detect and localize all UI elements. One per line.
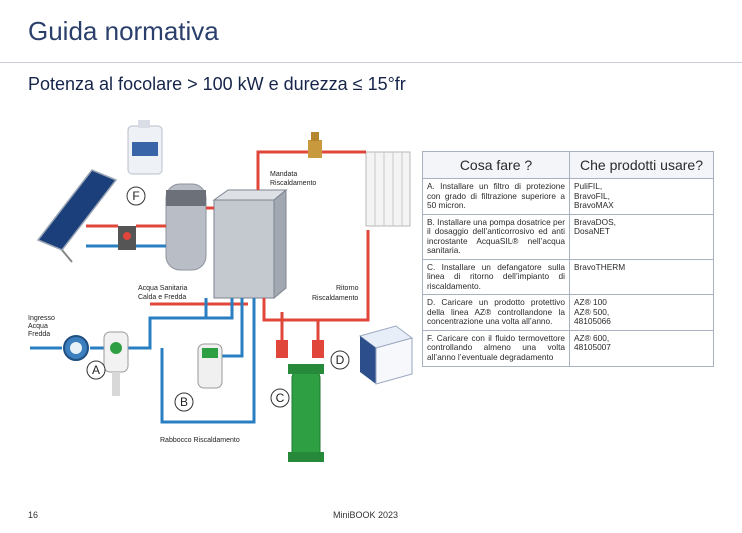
label-ingresso-3: Fredda [28, 331, 51, 338]
radiator-icon [366, 152, 410, 226]
marker-c [271, 389, 289, 407]
page-title: Guida normativa [28, 16, 219, 46]
product-item: DosaNET [574, 226, 610, 237]
label-mandata-1: Mandata [270, 171, 298, 178]
action-cell: C. Installare un defangatore sulla linea di ritorno dell’impianto di riscaldamento. [423, 259, 570, 295]
marker-d-label: D [335, 353, 345, 367]
marker-b-label: B [179, 395, 189, 409]
action-cell: A. Installare un filtro di protezione con grado di filtrazione superiore a 50 micron. [423, 179, 570, 215]
dosing-pump-icon [198, 344, 222, 388]
products-cell [570, 214, 714, 259]
header-prodotti: Che prodotti usare? [570, 152, 714, 179]
label-acqua-sanitaria-2: Calda e Fredda [138, 294, 187, 301]
return-valve-icon [276, 340, 324, 358]
product-item: AZ® 500, [574, 306, 610, 317]
table-row [423, 259, 714, 295]
action-cell: F. Caricare con il fluido termovettore controllando almeno una volta all’anno l’eventuale degradamento [423, 330, 570, 366]
plumbing-diagram [20, 112, 420, 482]
label-ingresso-2: Acqua [28, 323, 48, 330]
page-number: 16 [28, 510, 39, 520]
dirt-separator-icon [288, 364, 324, 462]
marker-a-label: A [91, 363, 101, 377]
products-cell [570, 330, 714, 366]
table-header-row [423, 152, 714, 179]
book-footer: MiniBOOK 2023 [333, 510, 399, 520]
action-cell: B. Installare una pompa dosatrice per il dosaggio dell’anticorrosivo ed anti incrostante AcquaSIL® nell’acqua sanitaria. [423, 214, 570, 259]
protection-filter-icon [104, 332, 128, 396]
marker-a [87, 361, 105, 379]
product-item: PuliFIL, [574, 181, 603, 191]
product-item: 48105007 [574, 342, 611, 353]
plumbing-diagram-svg [20, 112, 420, 482]
label-ritorno-1: Ritorno [336, 285, 359, 292]
canister-icon [128, 120, 162, 174]
product-item: BravoMAX [574, 200, 614, 211]
marker-c-label: C [275, 391, 285, 405]
guidance-table [422, 151, 714, 367]
marker-b [175, 393, 193, 411]
product-item: BravaDOS, [574, 216, 616, 227]
table-row [423, 295, 714, 331]
table-row [423, 214, 714, 259]
water-meter-icon [64, 336, 88, 360]
label-acqua-sanitaria-1: Acqua Sanitaria [138, 285, 188, 292]
table-row [423, 179, 714, 215]
az-product-box-icon [360, 326, 412, 384]
product-item: AZ® 100 [574, 297, 607, 308]
label-ritorno-2: Riscaldamento [312, 295, 359, 302]
marker-d [331, 351, 349, 369]
product-item: 48105066 [574, 316, 611, 327]
product-item: BravoFIL, [574, 190, 610, 201]
product-item: BravoTHERM [574, 261, 626, 272]
label-ingresso-1: Ingresso [28, 315, 55, 322]
boiler-unit-icon [214, 190, 286, 298]
title-divider [0, 62, 742, 63]
label-mandata-2: Riscaldamento [270, 180, 317, 187]
header-cosa-fare: Cosa fare ? [423, 152, 570, 179]
table-row [423, 330, 714, 366]
products-cell [570, 295, 714, 331]
products-cell [570, 259, 714, 295]
valve-icon [308, 132, 322, 158]
storage-tank-icon [166, 184, 206, 270]
page-subtitle: Potenza al focolare > 100 kW e durezza ≤ 15°fr [28, 74, 406, 94]
action-cell: D. Caricare un prodotto protettivo della linea AZ® controllandone la concentrazione una volta all’anno. [423, 295, 570, 331]
label-rabbocco: Rabbocco Riscaldamento [160, 437, 240, 444]
marker-f [127, 187, 145, 205]
solar-station-icon [118, 226, 136, 250]
marker-f-label: F [132, 189, 140, 203]
solar-panel-icon [38, 170, 116, 262]
products-cell [570, 179, 714, 215]
product-item: AZ® 600, [574, 332, 610, 343]
